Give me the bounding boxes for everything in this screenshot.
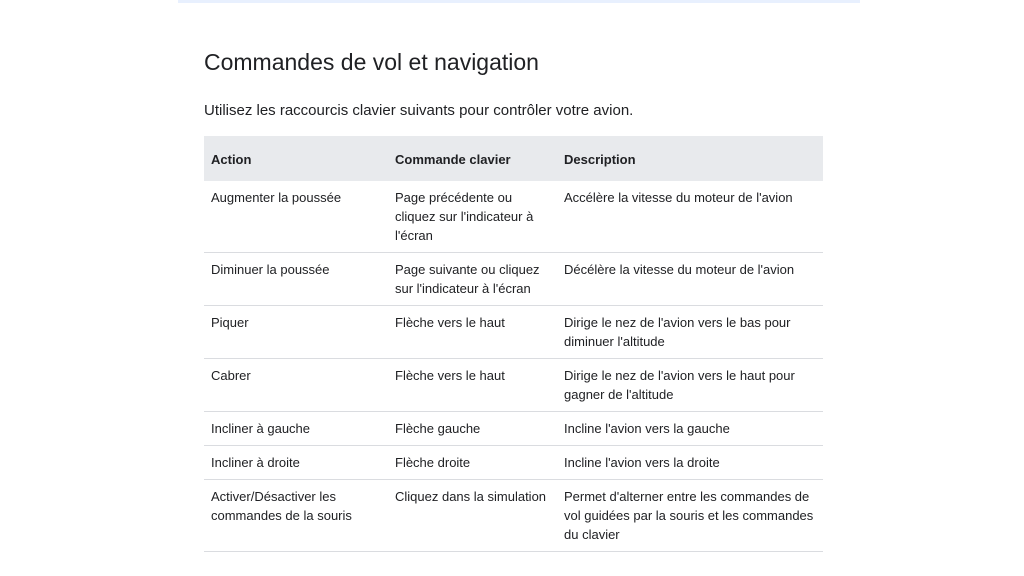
- cell-command: Cliquez dans la simulation: [388, 480, 557, 552]
- cell-description: Décélère la vitesse du moteur de l'avion: [557, 253, 823, 306]
- cell-command: Page suivante ou cliquez sur l'indicateur à l'écran: [388, 253, 557, 306]
- cell-action: Diminuer la poussée: [204, 253, 388, 306]
- header-description: Description: [557, 136, 823, 181]
- cell-action: Incliner à gauche: [204, 412, 388, 446]
- cell-description: Dirige le nez de l'avion vers le bas pour diminuer l'altitude: [557, 306, 823, 359]
- table-row: [204, 446, 823, 480]
- article-content: [204, 44, 824, 552]
- table-row: [204, 181, 823, 253]
- shortcuts-table: [204, 136, 823, 552]
- cell-action: Piquer: [204, 306, 388, 359]
- header-action: Action: [204, 136, 388, 181]
- cell-description: Incline l'avion vers la droite: [557, 446, 823, 480]
- cell-command: Flèche gauche: [388, 412, 557, 446]
- cell-action: Incliner à droite: [204, 446, 388, 480]
- table-row: [204, 359, 823, 412]
- cell-command: Flèche vers le haut: [388, 306, 557, 359]
- cell-description: Incline l'avion vers la gauche: [557, 412, 823, 446]
- cell-action: Activer/Désactiver les commandes de la souris: [204, 480, 388, 552]
- table-row: [204, 253, 823, 306]
- cell-command: Flèche droite: [388, 446, 557, 480]
- table-row: [204, 412, 823, 446]
- table-row: [204, 480, 823, 552]
- cell-action: Augmenter la poussée: [204, 181, 388, 253]
- header-command: Commande clavier: [388, 136, 557, 181]
- page-title: Commandes de vol et navigation: [204, 49, 539, 75]
- table-header-row: [204, 136, 823, 181]
- cell-command: Page précédente ou cliquez sur l'indicateur à l'écran: [388, 181, 557, 253]
- cell-description: Permet d'alterner entre les commandes de vol guidées par la souris et les commandes du clavier: [557, 480, 823, 552]
- cell-description: Accélère la vitesse du moteur de l'avion: [557, 181, 823, 253]
- table-row: [204, 306, 823, 359]
- cell-description: Dirige le nez de l'avion vers le haut pour gagner de l'altitude: [557, 359, 823, 412]
- intro-text: Utilisez les raccourcis clavier suivants pour contrôler votre avion.: [204, 102, 634, 119]
- top-divider: [178, 0, 860, 3]
- cell-action: Cabrer: [204, 359, 388, 412]
- cell-command: Flèche vers le haut: [388, 359, 557, 412]
